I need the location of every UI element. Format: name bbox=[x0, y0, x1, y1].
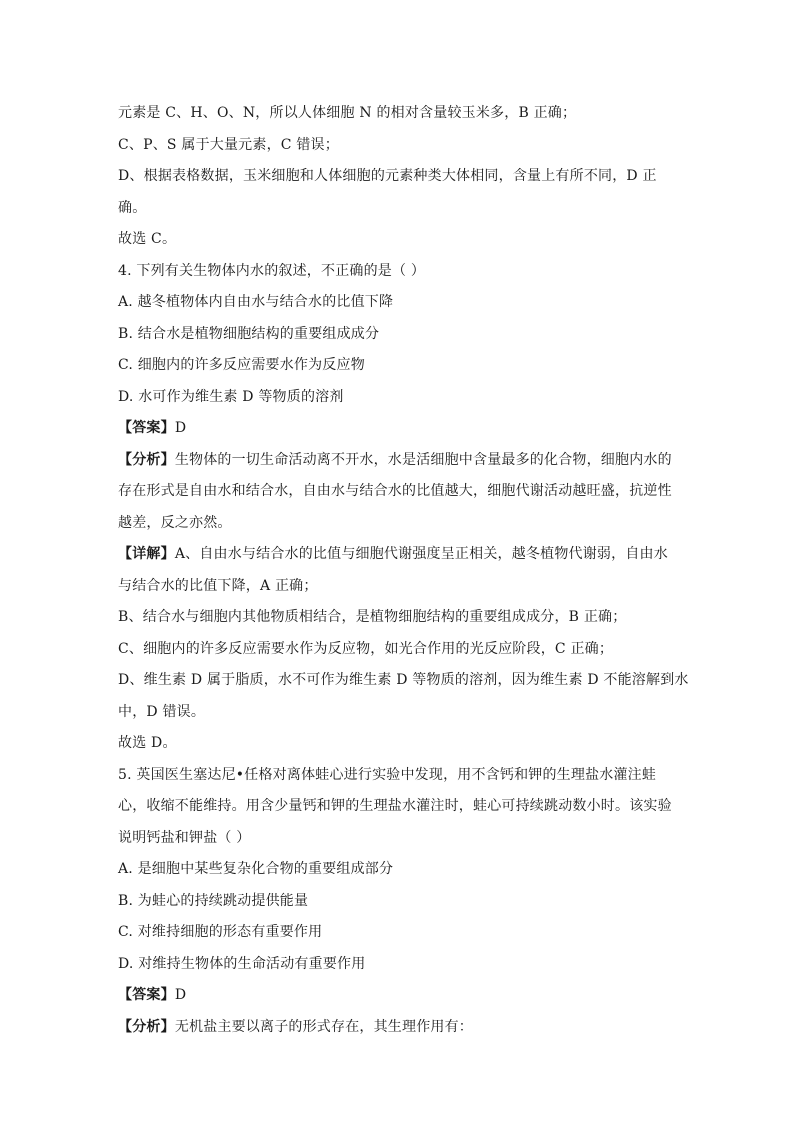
text-line bbox=[118, 319, 694, 351]
line-text: 确。 bbox=[118, 199, 147, 216]
text-line bbox=[118, 98, 694, 130]
text-line bbox=[118, 571, 694, 603]
line-text: 故选 D。 bbox=[118, 735, 177, 751]
text-line bbox=[118, 791, 694, 823]
line-text: A、自由水与结合水的比值与细胞代谢强度呈正相关，越冬植物代谢弱，自由水 bbox=[174, 546, 668, 562]
text-line bbox=[118, 224, 694, 256]
line-text: D、根据表格数据，玉米细胞和人体细胞的元素种类大体相同，含量上有所不同，D 正 bbox=[118, 168, 657, 184]
text-line bbox=[118, 382, 694, 414]
text-line bbox=[118, 287, 694, 319]
line-text: 生物体的一切生命活动离不开水，水是活细胞中含量最多的化合物，细胞内水的 bbox=[174, 451, 672, 468]
line-text: D bbox=[174, 420, 187, 436]
text-line bbox=[118, 697, 694, 729]
section-tag: 【分析】 bbox=[118, 451, 175, 468]
line-text: D bbox=[174, 987, 187, 1003]
line-text: A. 越冬植物体内自由水与结合水的比值下降 bbox=[118, 294, 394, 310]
section-tag: 【答案】 bbox=[118, 987, 175, 1003]
section-tag: 【分析】 bbox=[118, 1018, 175, 1035]
text-line bbox=[118, 193, 694, 225]
text-line bbox=[118, 949, 694, 981]
line-text: 元素是 C、H、O、N，所以人体细胞 N 的相对含量较玉米多，B 正确； bbox=[118, 105, 577, 121]
text-line bbox=[118, 539, 694, 571]
text-line bbox=[118, 1012, 694, 1044]
document-body bbox=[118, 98, 694, 1043]
line-text: C. 对维持细胞的形态有重要作用 bbox=[118, 924, 323, 940]
section-tag: 【答案】 bbox=[118, 420, 175, 436]
line-text: 中，D 错误。 bbox=[118, 703, 206, 720]
line-text: C. 细胞内的许多反应需要水作为反应物 bbox=[118, 357, 365, 373]
line-text: B、结合水与细胞内其他物质相结合，是植物细胞结构的重要组成成分，B 正确； bbox=[118, 609, 627, 625]
text-line bbox=[118, 130, 694, 162]
text-line bbox=[118, 665, 694, 697]
line-text: 存在形式是自由水和结合水，自由水与结合水的比值越大，细胞代谢活动越旺盛，抗逆性 bbox=[118, 483, 672, 499]
text-line bbox=[118, 256, 694, 288]
text-line bbox=[118, 886, 694, 918]
text-line bbox=[118, 917, 694, 949]
line-text: 越差，反之亦然。 bbox=[118, 514, 232, 531]
line-text: 无机盐主要以离子的形式存在，其生理作用有： bbox=[174, 1018, 474, 1035]
line-text: 说明钙盐和钾盐（ ） bbox=[118, 829, 251, 846]
text-line bbox=[118, 350, 694, 382]
line-text: C、细胞内的许多反应需要水作为反应物，如光合作用的光反应阶段，C 正确； bbox=[118, 640, 614, 657]
line-text: D、维生素 D 属于脂质，水不可作为维生素 D 等物质的溶剂，因为维生素 D 不能溶解到水 bbox=[118, 672, 689, 688]
text-line bbox=[118, 728, 694, 760]
line-text: B. 结合水是植物细胞结构的重要组成成分 bbox=[118, 325, 380, 342]
text-line bbox=[118, 760, 694, 792]
text-line bbox=[118, 980, 694, 1012]
text-line bbox=[118, 476, 694, 508]
line-text: C、P、S 属于大量元素，C 错误； bbox=[118, 136, 339, 153]
text-line bbox=[118, 602, 694, 634]
line-text: 5. 英国医生塞达尼•任格对离体蛙心进行实验中发现，用不含钙和钾的生理盐水灌注蛙 bbox=[118, 766, 657, 783]
text-line bbox=[118, 508, 694, 540]
line-text: B. 为蛙心的持续跳动提供能量 bbox=[118, 892, 309, 909]
text-line bbox=[118, 161, 694, 193]
text-line bbox=[118, 413, 694, 445]
section-tag: 【详解】 bbox=[118, 546, 175, 562]
line-text: 4. 下列有关生物体内水的叙述，不正确的是（ ） bbox=[118, 262, 426, 279]
line-text: D. 水可作为维生素 D 等物质的溶剂 bbox=[118, 388, 344, 405]
text-line bbox=[118, 445, 694, 477]
line-text: D. 对维持生物体的生命活动有重要作用 bbox=[118, 955, 366, 972]
text-line bbox=[118, 634, 694, 666]
line-text: 与结合水的比值下降，A 正确； bbox=[118, 577, 318, 594]
line-text: 故选 C。 bbox=[118, 231, 177, 247]
line-text: A. 是细胞中某些复杂化合物的重要组成部分 bbox=[118, 861, 394, 877]
line-text: 心，收缩不能维持。用含少量钙和钾的生理盐水灌注时，蛙心可持续跳动数小时。该实验 bbox=[118, 798, 672, 814]
text-line bbox=[118, 854, 694, 886]
text-line bbox=[118, 823, 694, 855]
